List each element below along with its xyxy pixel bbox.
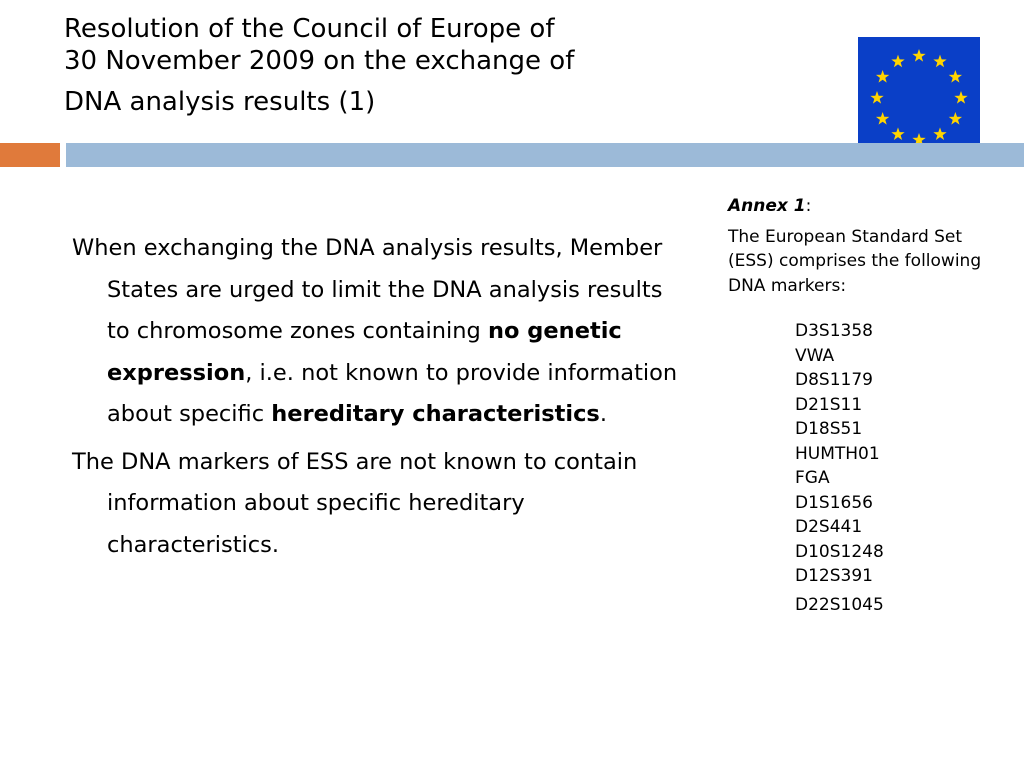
para1-bold-no-genetic-expression: no genetic expression bbox=[107, 318, 622, 386]
marker-item: HUMTH01 bbox=[795, 443, 880, 464]
marker-item: D10S1248 bbox=[795, 541, 884, 562]
annex-panel bbox=[728, 194, 1008, 617]
marker-list bbox=[795, 319, 1008, 617]
marker-item: D3S1358 bbox=[795, 321, 873, 341]
marker-item: D22S1045 bbox=[795, 594, 884, 615]
marker-item: D8S1179 bbox=[795, 370, 873, 390]
eu-flag-icon bbox=[858, 37, 980, 159]
slide-title bbox=[64, 14, 824, 119]
title-line-2: 30 November 2009 on the exchange of bbox=[64, 45, 575, 76]
body-paragraph-2: The DNA markers of ESS are not known to contain information about specific hereditary characteristics. bbox=[72, 448, 638, 558]
annex-intro: The European Standard Set (ESS) comprises the following DNA markers: bbox=[728, 226, 982, 296]
annex-heading-colon: : bbox=[805, 196, 812, 216]
marker-item: VWA bbox=[795, 345, 835, 366]
accent-bar-blue bbox=[66, 143, 1024, 167]
marker-item: D21S11 bbox=[795, 394, 863, 415]
title-line-1: Resolution of the Council of Europe of bbox=[64, 14, 555, 44]
accent-bar-orange bbox=[0, 143, 60, 167]
marker-item: D18S51 bbox=[795, 419, 863, 439]
para1-text-a: When exchanging the DNA analysis results, Member States are urged to limit the DNA analysis results to chromosome zones containing bbox=[72, 235, 663, 344]
marker-item: D12S391 bbox=[795, 566, 873, 586]
marker-item: FGA bbox=[795, 468, 830, 488]
title-line-3: DNA analysis results (1) bbox=[64, 87, 376, 118]
body-paragraph-1 bbox=[72, 228, 692, 436]
marker-item: D1S1656 bbox=[795, 492, 873, 513]
para1-text-b: , i.e. not known to provide information about specific bbox=[107, 359, 678, 427]
marker-item: D2S441 bbox=[795, 517, 863, 537]
para1-text-c: . bbox=[599, 401, 607, 427]
body-text bbox=[72, 228, 692, 572]
annex-heading bbox=[728, 194, 1008, 219]
eu-flag-graphic bbox=[858, 37, 980, 159]
annex-heading-text: Annex 1 bbox=[728, 196, 806, 216]
para1-bold-hereditary-characteristics: hereditary characteristics bbox=[271, 401, 600, 427]
